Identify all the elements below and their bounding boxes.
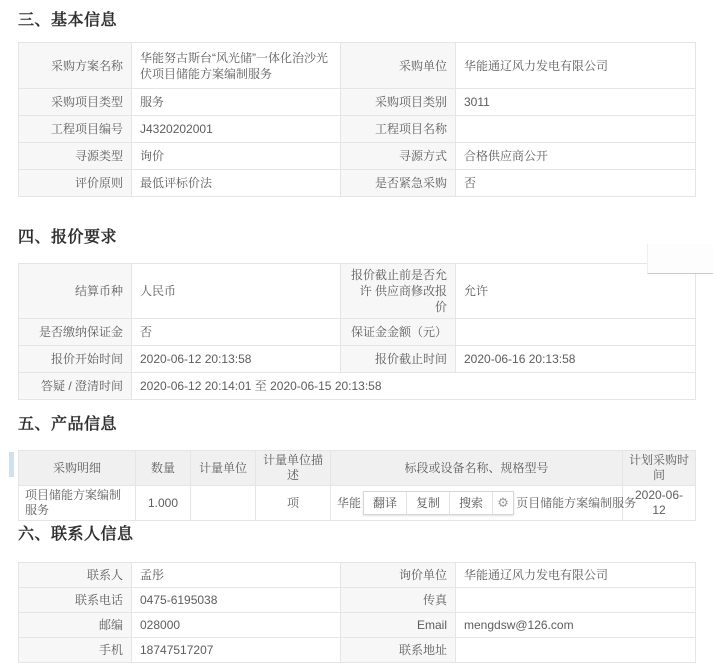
search-button[interactable]: 搜索 (450, 492, 493, 514)
field-label: 报价截止前是否允许 供应商修改报价 (341, 264, 456, 319)
quantity-cell: 1.000 (136, 486, 191, 521)
unit-desc-cell: 项 (256, 486, 331, 521)
field-value: 18747517207 (132, 638, 341, 663)
table-row (19, 346, 696, 373)
field-label: 是否缴纳保证金 (19, 319, 132, 346)
table-row (19, 638, 696, 663)
table-row (19, 563, 696, 588)
field-value: 2020-06-16 20:13:58 (456, 346, 696, 373)
table-row (19, 588, 696, 613)
left-scroll-indicator (9, 452, 14, 477)
field-value (456, 116, 696, 143)
field-value: 华能通辽风力发电有限公司 (456, 43, 696, 89)
field-label: 联系人 (19, 563, 132, 588)
field-label: 报价截止时间 (341, 346, 456, 373)
spec-text-suffix: 页目储能方案编制服务 (516, 495, 637, 510)
table-row (19, 486, 696, 521)
field-label: 采购方案名称 (19, 43, 132, 89)
field-label: 邮编 (19, 613, 132, 638)
table-row (19, 373, 696, 400)
table-row (19, 43, 696, 89)
column-header: 数量 (136, 451, 191, 486)
field-label: 手机 (19, 638, 132, 663)
field-value: 华能通辽风力发电有限公司 (456, 563, 696, 588)
quote-requirements-table (18, 263, 696, 400)
field-value (456, 638, 696, 663)
field-label: 答疑 / 澄清时间 (19, 373, 132, 400)
field-value: 询价 (132, 143, 341, 170)
field-value: 华能努古斯台“风光储”一体化治沙光伏项目储能方案编制服务 (132, 43, 341, 89)
field-value: 最低评标价法 (132, 170, 341, 197)
gear-icon[interactable]: ⚙ (497, 495, 509, 510)
field-label: 联系地址 (341, 638, 456, 663)
field-label: 传真 (341, 588, 456, 613)
field-value: 允许 (456, 264, 696, 319)
field-value: mengdsw@126.com (456, 613, 696, 638)
column-header: 计量单位描述 (256, 451, 331, 486)
field-value: 服务 (132, 89, 341, 116)
field-value: 028000 (132, 613, 341, 638)
field-value: 0475-6195038 (132, 588, 341, 613)
field-value: 3011 (456, 89, 696, 116)
field-value (456, 319, 696, 346)
column-header: 采购明细 (19, 451, 136, 486)
field-label: 是否紧急采购 (341, 170, 456, 197)
field-value: J4320202001 (132, 116, 341, 143)
table-row (19, 319, 696, 346)
field-label: 工程项目名称 (341, 116, 456, 143)
field-value: 2020-06-12 20:14:01 至 2020-06-15 20:13:58 (132, 373, 696, 400)
translate-button[interactable]: 翻译 (364, 492, 407, 514)
contact-info-table (18, 562, 696, 663)
text-selection-popup (363, 491, 514, 515)
spec-text-prefix: 华能 (337, 495, 362, 510)
field-value (456, 588, 696, 613)
field-label: 采购项目类型 (19, 89, 132, 116)
copy-button[interactable]: 复制 (407, 492, 450, 514)
field-value: 孟彤 (132, 563, 341, 588)
field-value: 合格供应商公开 (456, 143, 696, 170)
table-row (19, 613, 696, 638)
field-label: 结算币种 (19, 264, 132, 319)
table-row (19, 170, 696, 197)
field-value: 否 (456, 170, 696, 197)
field-label: 评价原则 (19, 170, 132, 197)
column-header: 计量单位 (191, 451, 256, 486)
column-header: 标段或设备名称、规格型号 (331, 451, 623, 486)
section-title-product-info: 五、产品信息 (18, 416, 118, 433)
field-label: 报价开始时间 (19, 346, 132, 373)
overlay-remnant-box (647, 244, 713, 274)
column-header: 计划采购时间 (623, 451, 696, 486)
field-value: 否 (132, 319, 341, 346)
planned-date-cell: 2020-06-12 (623, 486, 696, 521)
table-header-row (19, 451, 696, 486)
section-title-contact-info: 六、联系人信息 (18, 526, 134, 543)
unit-cell (191, 486, 256, 521)
table-row (19, 116, 696, 143)
spec-cell (331, 486, 637, 521)
field-label: 工程项目编号 (19, 116, 132, 143)
table-row (19, 143, 696, 170)
field-value: 人民币 (132, 264, 341, 319)
product-info-table (18, 450, 696, 521)
field-label: 保证金金额（元） (341, 319, 456, 346)
table-row (19, 264, 696, 319)
field-value: 2020-06-12 20:13:58 (132, 346, 341, 373)
section-title-quote-requirements: 四、报价要求 (18, 229, 118, 246)
field-label: 联系电话 (19, 588, 132, 613)
section-title-basic-info: 三、基本信息 (18, 12, 118, 29)
product-detail-cell: 项目储能方案编制服务 (19, 486, 136, 521)
field-label: Email (341, 613, 456, 638)
field-label: 寻源类型 (19, 143, 132, 170)
basic-info-table (18, 42, 696, 197)
field-label: 采购项目类别 (341, 89, 456, 116)
field-label: 询价单位 (341, 563, 456, 588)
field-label: 采购单位 (341, 43, 456, 89)
table-row (19, 89, 696, 116)
field-label: 寻源方式 (341, 143, 456, 170)
